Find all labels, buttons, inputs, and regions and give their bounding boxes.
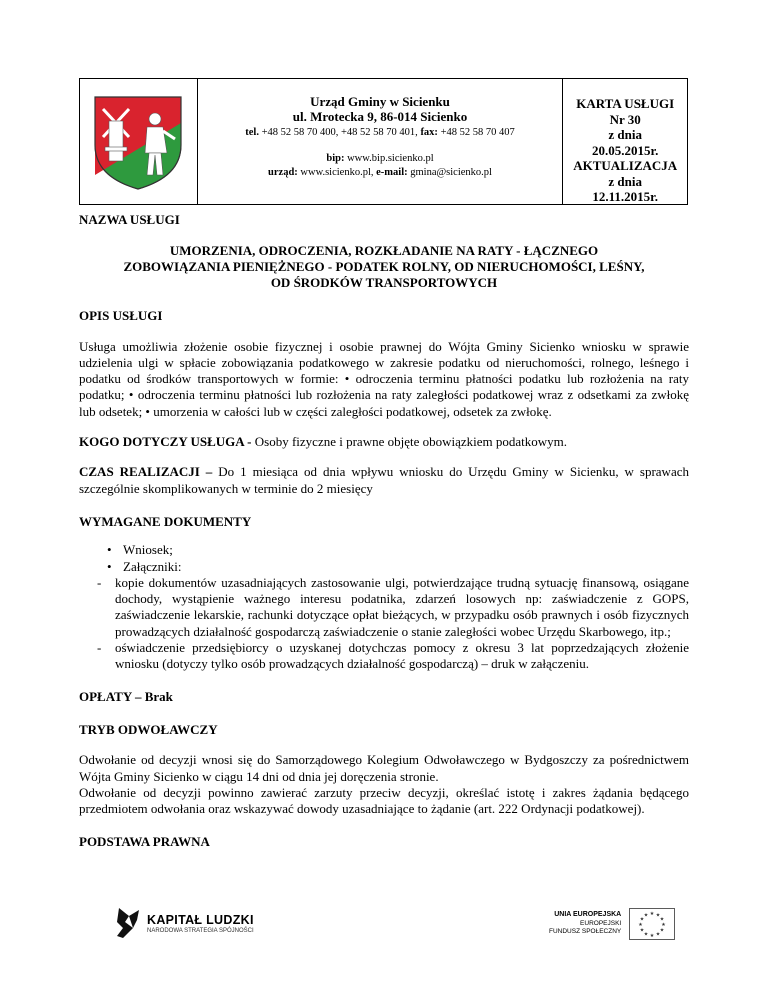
- service-title: [79, 243, 689, 291]
- fees-heading: OPŁATY – Brak: [79, 688, 173, 704]
- web-info: [198, 152, 563, 180]
- appeal-text-2: Odwołanie od decyzji powinno zawierać zarzuty przeciw decyzji, określać istotę i zakres żądania będącego przedmiotem odwołania oraz wskazywać dowody uzasadniające to żądanie (art. 222 Ordynacji podatkowej).: [79, 784, 689, 817]
- svg-text:★: ★: [661, 922, 666, 928]
- office-info-cell: [198, 79, 564, 204]
- kapital-ludzki-icon: [115, 906, 143, 940]
- card-number: Nr 30: [609, 111, 641, 127]
- office-site-label: urząd:: [268, 167, 298, 178]
- svg-text:★: ★: [655, 931, 661, 938]
- list-item: • Wniosek;: [109, 542, 689, 558]
- eu-flag-icon: [629, 908, 675, 940]
- list-item: - kopie dokumentów uzasadniających zastosowanie ulgi, potwierdzające trudną sytuację finansową, osiągane dochody, wystąpienie ważnego interesu podatnika, zdarzeń losowych np: zaświadczenie z GOPS, zaświadczenie lekarskie, rachunki dotyczące opłat bieżących, w przypadku osób prawnych i osób fizycznych prowadzących działalność gospodarczą zaświadczenie o stanie zaległości wobec Urzędu Skarbowego, itp.;: [97, 575, 689, 640]
- service-card-cell: [563, 79, 687, 204]
- attachments-list: [79, 575, 689, 673]
- card-title: KARTA USŁUGI: [576, 96, 675, 111]
- svg-text:★: ★: [659, 916, 665, 923]
- contact-phone-line: [198, 127, 563, 138]
- appeal-heading: TRYB ODWOŁAWCZY: [79, 721, 218, 737]
- card-update-date-label: z dnia: [608, 173, 642, 189]
- service-title-line: ZOBOWIĄZANIA PIENIĘŻNEGO - PODATEK ROLNY, OD NIERUCHOMOŚCI, LEŚNY,: [123, 259, 645, 275]
- office-site-link[interactable]: www.sicienko.pl,: [297, 167, 377, 178]
- eu-logo-line: UNIA EUROPEJSKA: [554, 911, 622, 919]
- email-link[interactable]: gmina@sicienko.pl: [407, 167, 492, 178]
- service-title-line: OD ŚRODKÓW TRANSPORTOWYCH: [270, 275, 498, 291]
- svg-text:★: ★: [659, 927, 665, 934]
- svg-text:★: ★: [643, 912, 649, 919]
- svg-text:★: ★: [655, 912, 661, 919]
- header-table: [79, 78, 688, 205]
- svg-text:★: ★: [639, 927, 645, 934]
- list-item: • Załączniki:: [109, 559, 689, 575]
- kl-logo-title: KAPITAŁ LUDZKI: [147, 912, 254, 927]
- kapital-ludzki-logo: [115, 906, 254, 940]
- office-address: ul. Mrotecka 9, 86-014 Sicienko: [292, 109, 468, 124]
- email-label: e-mail:: [376, 167, 408, 178]
- eu-logo-line: FUNDUSZ SPOŁECZNY: [549, 928, 622, 936]
- appeal-text: Odwołanie od decyzji wnosi się do Samorządowego Kolegium Odwoławczego w Bydgoszczy za pośrednictwem Wójta Gminy Sicienko w ciągu 14 dni od dnia jej doręczenia stronie.: [79, 752, 689, 784]
- svg-text:★: ★: [649, 911, 655, 917]
- who-heading: KOGO DOTYCZY USŁUGA -: [79, 434, 255, 450]
- legal-basis-heading: PODSTAWA PRAWNA: [79, 834, 210, 850]
- who-paragraph: [79, 434, 689, 450]
- documents-heading: WYMAGANE DOKUMENTY: [79, 513, 252, 529]
- card-update-label: AKTUALIZACJA: [573, 158, 678, 173]
- svg-text:★: ★: [649, 933, 655, 939]
- coat-of-arms-icon: [89, 93, 187, 191]
- svg-text:★: ★: [639, 916, 645, 923]
- card-date: 20.05.2015r.: [592, 142, 659, 158]
- time-paragraph: [79, 464, 689, 497]
- card-date-label: z dnia: [608, 127, 642, 142]
- description-text: Usługa umożliwia złożenie osobie fizycznej i osobie prawnej do Wójta Gminy Sicienko wniosku w sprawie udzielenia ulgi w spłacie zobowiązania podatkowego w zakresie podatku od nieruchomości, rolnego, leśnego i podatku od środków transportowych w formie: • odroczenia terminu płatności podatku lub rozłożenia na raty podatku; • odroczenia terminu płatności lub rozłożenia na raty zaległości podatkowej wraz z odsetkami za zwłokę lub odsetek; • umorzenia w całości lub w części zaległości podatkowej, odsetek za zwłokę.: [79, 338, 689, 419]
- fax-label: fax:: [420, 127, 438, 138]
- time-text: Do 1 miesiąca od dnia wpływu wniosku do Urzędu Gminy w Sicienku, w sprawach szczególnie skomplikowanych w terminie do 2 miesięcy: [79, 464, 689, 496]
- kl-logo-subtitle: NARODOWA STRATEGIA SPÓJNOŚCI: [147, 927, 254, 934]
- documents-list: [79, 542, 689, 575]
- card-update-date: 12.11.2015r.: [592, 189, 658, 204]
- svg-text:★: ★: [643, 931, 649, 938]
- eu-logo: [549, 908, 675, 940]
- footer-logos: [0, 900, 768, 970]
- time-heading: CZAS REALIZACJI –: [79, 464, 219, 480]
- eu-logo-line: EUROPEJSKI: [580, 919, 622, 927]
- document-body: [79, 212, 689, 851]
- fax-value: +48 52 58 70 407: [437, 127, 515, 138]
- office-name: Urząd Gminy w Sicienku: [310, 94, 450, 109]
- description-heading: OPIS USŁUGI: [79, 308, 163, 324]
- bip-link[interactable]: www.bip.sicienko.pl: [344, 153, 434, 164]
- who-text: Osoby fizyczne i prawne objęte obowiązkiem podatkowym.: [254, 434, 568, 450]
- service-title-line: UMORZENIA, ODROCZENIA, ROZKŁADANIE NA RATY - ŁĄCZNEGO: [169, 243, 599, 259]
- coat-of-arms-cell: [80, 79, 198, 204]
- svg-text:★: ★: [638, 922, 643, 928]
- service-name-heading: NAZWA USŁUGI: [79, 212, 180, 227]
- bip-label: bip:: [326, 153, 345, 164]
- tel-label: tel.: [245, 127, 259, 138]
- list-item: - oświadczenie przedsiębiorcy o uzyskanej dotychczas pomocy z okresu 3 lat poprzedzających złożenie wniosku (dotyczy tylko osób prowadzących działalność gospodarczą) – druk w załączeniu.: [97, 640, 689, 673]
- tel-value: +48 52 58 70 400, +48 52 58 70 401,: [258, 127, 421, 138]
